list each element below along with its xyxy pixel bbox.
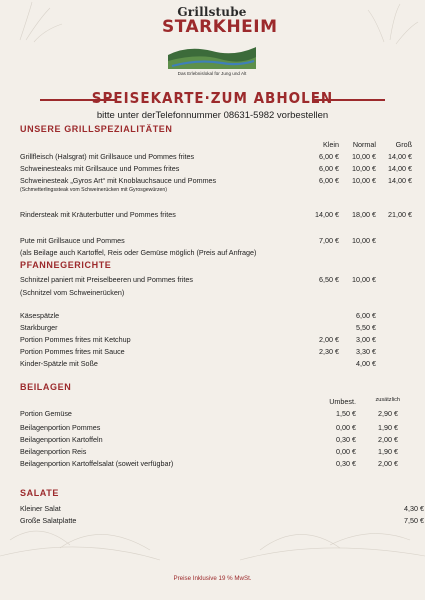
item-name: Große Salatplatte bbox=[20, 516, 77, 525]
price-gross: 14,00 € bbox=[388, 152, 412, 161]
price-normal: 10,00 € bbox=[352, 236, 376, 245]
logo bbox=[162, 5, 278, 83]
menu-item-row bbox=[20, 504, 424, 515]
menu-item-row bbox=[20, 459, 415, 470]
title-bar bbox=[40, 89, 385, 111]
section-title-salate: SALATE bbox=[20, 488, 59, 498]
price-normal: 10,00 € bbox=[352, 164, 376, 173]
subtitle: bitte unter derTelefonnummer 08631-5982 vorbestellen bbox=[96, 110, 329, 121]
price-normal: 3,00 € bbox=[356, 335, 376, 344]
price-klein: 7,00 € bbox=[319, 236, 339, 245]
logo-tagline: Das Erlebnislokal für Jung und Alt bbox=[177, 71, 247, 76]
item-name: Schweinesteaks mit Grillsauce und Pommes frites bbox=[20, 164, 180, 173]
price-normal: 6,00 € bbox=[356, 311, 376, 320]
landscape-icon bbox=[168, 39, 256, 69]
item-name: Schweinesteak „Gyros Art“ mit Knoblauchsauce und Pommes bbox=[20, 176, 217, 185]
item-name: Portion Pommes frites mit Ketchup bbox=[20, 335, 131, 344]
section-title-pfanne: PFANNEGERICHTE bbox=[20, 260, 112, 270]
menu-item-row bbox=[20, 152, 415, 163]
menu-item-row bbox=[20, 176, 415, 187]
price-klein: 2,00 € bbox=[319, 335, 339, 344]
menu-item-row bbox=[20, 347, 415, 358]
price-klein: 6,00 € bbox=[319, 176, 339, 185]
price-normal: 4,00 € bbox=[356, 359, 376, 368]
price: 7,50 € bbox=[404, 516, 424, 525]
col-header-zusaetzlich: zusätzlich bbox=[375, 397, 400, 403]
item-name: Rindersteak mit Kräuterbutter und Pommes frites bbox=[20, 210, 176, 219]
price-umbest: 0,00 € bbox=[336, 423, 356, 432]
page-title: SPEISEKARTE·ZUM ABHOLEN bbox=[91, 89, 334, 107]
item-name: Kleiner Salat bbox=[20, 504, 61, 513]
item-note: (als Beilage auch Kartoffel, Reis oder Gemüse möglich (Preis auf Anfrage) bbox=[20, 248, 257, 257]
footer-vat-note: Preise Inklusive 19 % MwSt. bbox=[173, 575, 252, 582]
price-normal: 18,00 € bbox=[352, 210, 376, 219]
price-zusaetzlich: 1,90 € bbox=[378, 447, 398, 456]
menu-item-row bbox=[20, 210, 415, 221]
price-klein: 6,50 € bbox=[319, 275, 339, 284]
price-umbest: 1,50 € bbox=[336, 409, 356, 418]
price-klein: 2,30 € bbox=[319, 347, 339, 356]
price-klein: 6,00 € bbox=[319, 164, 339, 173]
price-zusaetzlich: 2,90 € bbox=[378, 409, 398, 418]
price-klein: 6,00 € bbox=[319, 152, 339, 161]
logo-main-text: STARKHEIM bbox=[162, 17, 278, 37]
price-normal: 5,50 € bbox=[356, 323, 376, 332]
menu-item-row bbox=[20, 409, 415, 420]
menu-item-row bbox=[20, 435, 415, 446]
menu-item-row bbox=[20, 323, 415, 334]
price-umbest: 0,00 € bbox=[336, 447, 356, 456]
col-header-gross: Groß bbox=[395, 140, 412, 149]
section-title-beilagen: BEILAGEN bbox=[20, 382, 72, 392]
item-name: Beilagenportion Kartoffeln bbox=[20, 435, 103, 444]
price-normal: 10,00 € bbox=[352, 152, 376, 161]
col-header-klein: Klein bbox=[323, 140, 339, 149]
logo-top-text: Grillstube bbox=[177, 5, 247, 19]
item-name: Grillfleisch (Halsgrat) mit Grillsauce und Pommes frites bbox=[20, 152, 195, 161]
item-name: Käsespätzle bbox=[20, 311, 60, 320]
menu-item-row bbox=[20, 275, 415, 286]
item-name: Starkburger bbox=[20, 323, 58, 332]
col-header-normal: Normal bbox=[352, 140, 376, 149]
item-name: Portion Gemüse bbox=[20, 409, 72, 418]
item-name: Kinder-Spätzle mit Soße bbox=[20, 359, 98, 368]
item-name: Schnitzel paniert mit Preiselbeeren und Pommes frites bbox=[20, 275, 193, 284]
section-title-grill: UNSERE GRILLSPEZIALITÄTEN bbox=[20, 124, 173, 134]
price-gross: 14,00 € bbox=[388, 164, 412, 173]
price-zusaetzlich: 2,00 € bbox=[378, 435, 398, 444]
price-zusaetzlich: 1,90 € bbox=[378, 423, 398, 432]
price-zusaetzlich: 2,00 € bbox=[378, 459, 398, 468]
menu-item-row bbox=[20, 236, 415, 247]
price: 4,30 € bbox=[404, 504, 424, 513]
price-umbest: 0,30 € bbox=[336, 435, 356, 444]
col-header-umbest: Umbest. bbox=[329, 397, 356, 406]
menu-item-row bbox=[20, 164, 415, 175]
menu-item-row bbox=[20, 359, 415, 370]
item-note: (Schmetterlingssteak vom Schweinerücken mit Gyrosgewürzen) bbox=[20, 187, 168, 193]
price-normal: 10,00 € bbox=[352, 275, 376, 284]
price-klein: 14,00 € bbox=[315, 210, 339, 219]
menu-item-row bbox=[20, 311, 415, 322]
item-note: (Schnitzel vom Schweinerücken) bbox=[20, 288, 125, 297]
price-gross: 14,00 € bbox=[388, 176, 412, 185]
item-name: Pute mit Grillsauce und Pommes bbox=[20, 236, 125, 245]
item-name: Beilagenportion Pommes bbox=[20, 423, 101, 432]
menu-item-row bbox=[20, 447, 415, 458]
price-normal: 10,00 € bbox=[352, 176, 376, 185]
item-name: Portion Pommes frites mit Sauce bbox=[20, 347, 125, 356]
menu-item-row bbox=[20, 516, 424, 527]
price-umbest: 0,30 € bbox=[336, 459, 356, 468]
item-name: Beilagenportion Kartoffelsalat (soweit verfügbar) bbox=[20, 459, 174, 468]
menu-item-row bbox=[20, 335, 415, 346]
price-normal: 3,30 € bbox=[356, 347, 376, 356]
item-name: Beilagenportion Reis bbox=[20, 447, 87, 456]
menu-item-row bbox=[20, 423, 415, 434]
price-gross: 21,00 € bbox=[388, 210, 412, 219]
